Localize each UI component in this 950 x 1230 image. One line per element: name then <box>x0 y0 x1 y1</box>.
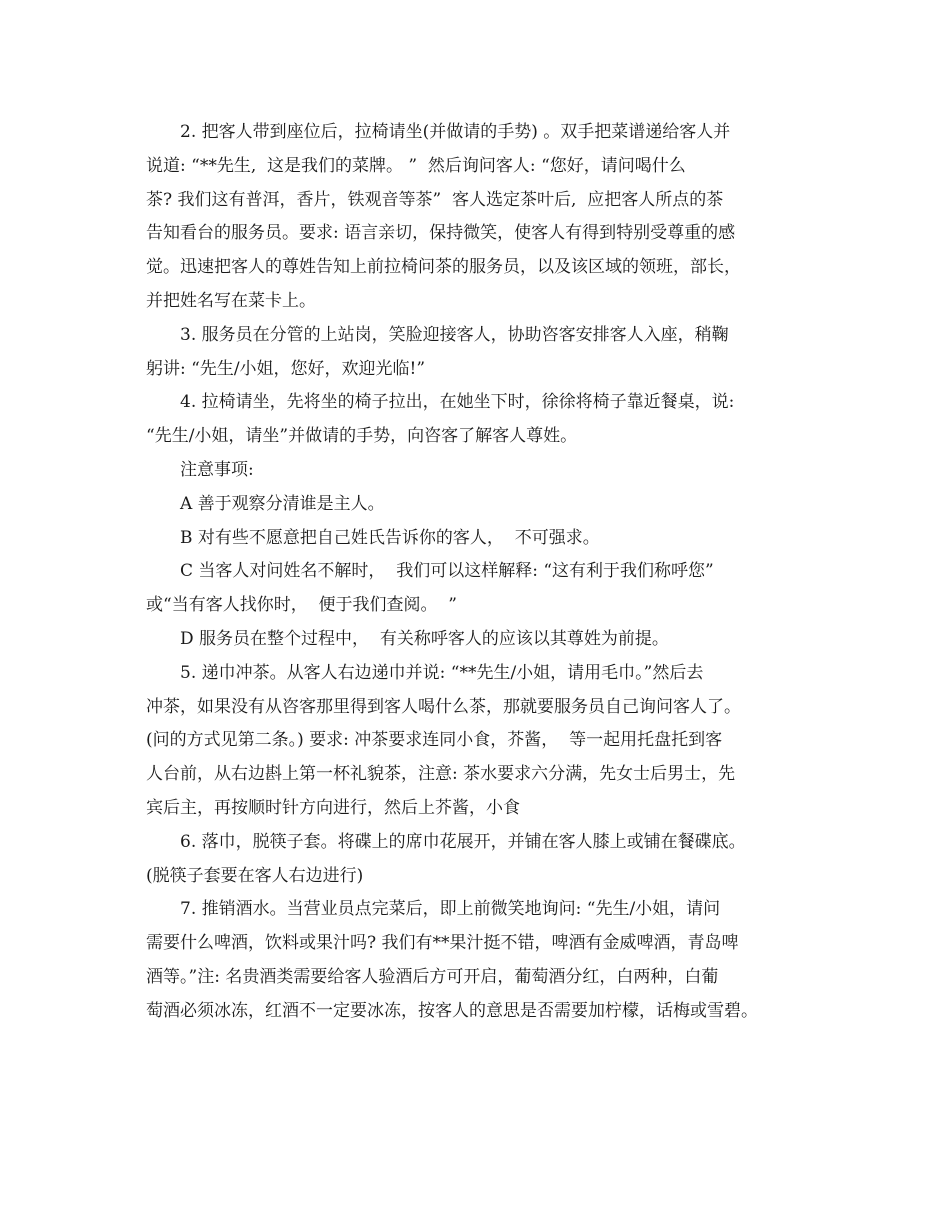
paragraph-item-7 <box>146 893 814 1028</box>
text-line: 冲茶，如果没有从咨客那里得到客人喝什么茶，那就要服务员自己询问客人了。 <box>146 696 741 717</box>
paragraph-item-3 <box>146 319 814 387</box>
paragraph-item-6 <box>146 826 814 894</box>
paragraph-notes-heading <box>146 454 814 488</box>
text-line: B 对有些不愿意把自己姓氏告诉你的客人， 不可强求。 <box>180 527 600 548</box>
text-line: 躬讲: “先生/小姐，您好，欢迎光临!” <box>146 358 426 379</box>
text-line: 并把姓名写在菜卡上。 <box>146 290 316 311</box>
text-line: “先生/小姐，请坐”并做请的手势，向咨客了解客人尊姓。 <box>146 426 578 447</box>
paragraph-item-4 <box>146 386 814 454</box>
text-line: 或“当有客人找你时， 便于我们查阅。 ” <box>146 595 457 616</box>
text-line: A 善于观察分清谁是主人。 <box>180 493 385 514</box>
text-line: 5. 递巾冲茶。从客人右边递巾并说: “**先生/小姐，请用毛巾。”然后去 <box>180 662 704 683</box>
text-line: 需要什么啤酒，饮料或果汁吗? 我们有**果汁挺不错，啤酒有金威啤酒，青岛啤 <box>146 933 739 954</box>
text-line: 告知看台的服务员。要求: 语言亲切，保持微笑，使客人有得到特别受尊重的感 <box>146 223 736 244</box>
text-line: 宾后主，再按顺时针方向进行，然后上芥酱，小食 <box>146 797 520 818</box>
text-line: (问的方式见第二条。) 要求: 冲茶要求连同小食，芥酱， 等一起用托盘托到客 <box>146 730 723 751</box>
paragraph-item-5 <box>146 657 814 826</box>
text-line: (脱筷子套要在客人右边进行) <box>146 865 364 886</box>
text-line: 3. 服务员在分管的上站岗，笑脸迎接客人，协助咨客安排客人入座，稍鞠 <box>180 324 729 345</box>
text-line: 人台前，从右边斟上第一杯礼貌茶，注意: 茶水要求六分满，先女士后男士，先 <box>146 764 736 785</box>
paragraph-note-b <box>146 522 814 556</box>
paragraph-note-c <box>146 555 814 623</box>
text-line: 说道: “**先生, 这是我们的菜牌。 ” 然后询问客人: “您好，请问喝什么 <box>146 155 686 176</box>
text-line: 7. 推销酒水。当营业员点完菜后，即上前微笑地询问: “先生/小姐，请问 <box>180 899 721 920</box>
paragraph-note-d <box>146 623 814 657</box>
text-line: D 服务员在整个过程中， 有关称呼客人的应该以其尊姓为前提。 <box>180 628 669 649</box>
text-line: 茶? 我们这有普洱，香片，铁观音等茶” 客人选定茶叶后, 应把客人所点的茶 <box>146 189 724 210</box>
paragraph-item-2 <box>146 116 814 319</box>
text-line: 6. 落巾，脱筷子套。将碟上的席巾花展开，并铺在客人膝上或铺在餐碟底。 <box>180 831 746 852</box>
text-line: 2. 把客人带到座位后，拉椅请坐(并做请的手势) 。双手把菜谱递给客人并 <box>180 122 731 142</box>
text-line: 萄酒必须冰冻，红酒不一定要冰冻，按客人的意思是否需要加柠檬，话梅或雪碧。 <box>146 1000 758 1021</box>
text-line: 4. 拉椅请坐，先将坐的椅子拉出，在她坐下时，徐徐将椅子靠近餐桌，说: <box>180 392 735 413</box>
document-page <box>146 116 814 1029</box>
text-line: 注意事项: <box>180 459 254 480</box>
text-line: C 当客人对问姓名不解时， 我们可以这样解释: “这有利于我们称呼您” <box>180 561 714 582</box>
text-line: 觉。迅速把客人的尊姓告知上前拉椅问茶的服务员，以及该区域的领班，部长， <box>146 257 741 278</box>
text-line: 酒等。”注: 名贵酒类需要给客人验酒后方可开启，葡萄酒分红，白两种，白葡 <box>146 966 719 987</box>
paragraph-note-a <box>146 488 814 522</box>
